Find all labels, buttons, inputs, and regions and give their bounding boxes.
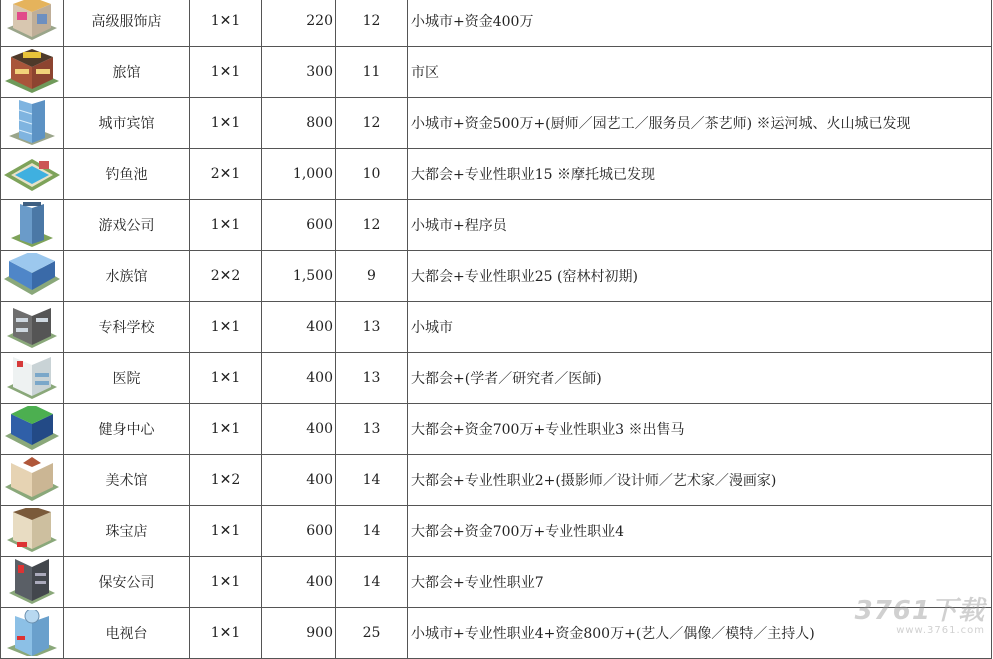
building-number: 9: [336, 251, 408, 302]
table-row: [1, 251, 992, 302]
building-size: 1✕1: [190, 506, 262, 557]
table-row: [1, 149, 992, 200]
building-cost: 220: [262, 0, 336, 47]
building-cost: 1,500: [262, 251, 336, 302]
table-row: [1, 404, 992, 455]
building-number: 13: [336, 302, 408, 353]
game-company-building-icon: [3, 202, 61, 248]
building-condition: 大都会+资金700万+专业性职业4: [408, 506, 992, 557]
building-size: 1✕1: [190, 557, 262, 608]
building-name: 珠宝店: [64, 506, 190, 557]
building-condition: 大都会+(学者／研究者／医師): [408, 353, 992, 404]
building-cost: 400: [262, 455, 336, 506]
fitness-center-building-icon: [3, 406, 61, 452]
table-row: [1, 557, 992, 608]
building-number: 10: [336, 149, 408, 200]
building-size: 1✕1: [190, 47, 262, 98]
table-row: [1, 47, 992, 98]
building-condition: 小城市+程序员: [408, 200, 992, 251]
building-size: 1✕1: [190, 302, 262, 353]
table-row: [1, 98, 992, 149]
inn-building-icon: [3, 49, 61, 95]
building-name: 电视台: [64, 608, 190, 659]
building-size: 1✕2: [190, 455, 262, 506]
building-name: 旅馆: [64, 47, 190, 98]
building-condition: 大都会+专业性职业7: [408, 557, 992, 608]
table-row: [1, 455, 992, 506]
building-number: 13: [336, 404, 408, 455]
icon-cell: [1, 149, 64, 200]
building-size: 1✕1: [190, 200, 262, 251]
icon-cell: [1, 404, 64, 455]
building-number: 14: [336, 455, 408, 506]
building-number: 12: [336, 200, 408, 251]
table-row: [1, 506, 992, 557]
building-number: 14: [336, 506, 408, 557]
building-name: 专科学校: [64, 302, 190, 353]
building-cost: 600: [262, 200, 336, 251]
building-cost: 400: [262, 353, 336, 404]
building-condition: 大都会+专业性职业25 (窑林村初期): [408, 251, 992, 302]
building-condition: 大都会+资金700万+专业性职业3 ※出售马: [408, 404, 992, 455]
building-name: 健身中心: [64, 404, 190, 455]
table-row: [1, 353, 992, 404]
building-name: 游戏公司: [64, 200, 190, 251]
building-condition: 大都会+专业性职业15 ※摩托城已发现: [408, 149, 992, 200]
building-condition: 大都会+专业性职业2+(摄影师／设计师／艺术家／漫画家): [408, 455, 992, 506]
icon-cell: [1, 98, 64, 149]
art-museum-building-icon: [3, 457, 61, 503]
building-name: 城市宾馆: [64, 98, 190, 149]
icon-cell: [1, 251, 64, 302]
building-size: 1✕1: [190, 98, 262, 149]
icon-cell: [1, 302, 64, 353]
building-condition: 市区: [408, 47, 992, 98]
building-number: 11: [336, 47, 408, 98]
city-hotel-building-icon: [3, 100, 61, 146]
building-cost: 600: [262, 506, 336, 557]
watermark-url: www.3761.com: [896, 625, 985, 636]
watermark: [855, 598, 985, 636]
icon-cell: [1, 506, 64, 557]
building-cost: 800: [262, 98, 336, 149]
table-row: [1, 302, 992, 353]
icon-cell: [1, 608, 64, 659]
building-cost: 1,000: [262, 149, 336, 200]
table-row: [1, 200, 992, 251]
building-cost: 400: [262, 557, 336, 608]
building-number: 12: [336, 0, 408, 47]
building-size: 1✕1: [190, 353, 262, 404]
hospital-building-icon: [3, 355, 61, 401]
icon-cell: [1, 455, 64, 506]
icon-cell: [1, 557, 64, 608]
jewelry-store-building-icon: [3, 508, 61, 554]
building-name: 医院: [64, 353, 190, 404]
building-name: 钓鱼池: [64, 149, 190, 200]
clothing-store-building-icon: [3, 0, 61, 44]
building-size: 1✕1: [190, 404, 262, 455]
security-company-building-icon: [3, 559, 61, 605]
building-condition: 小城市+专业性职业4+资金800万+(艺人／偶像／模特／主持人): [408, 608, 992, 659]
watermark-logo: 3761下载: [854, 596, 985, 626]
building-cost: 400: [262, 404, 336, 455]
icon-cell: [1, 0, 64, 47]
building-number: 12: [336, 98, 408, 149]
building-name: 美术馆: [64, 455, 190, 506]
building-size: 2✕1: [190, 149, 262, 200]
aquarium-building-icon: [3, 253, 61, 299]
building-cost: 300: [262, 47, 336, 98]
building-condition: 小城市+资金500万+(厨师／园艺工／服务员／茶艺师) ※运河城、火山城已发现: [408, 98, 992, 149]
table-row: [1, 0, 992, 47]
building-name: 高级服饰店: [64, 0, 190, 47]
building-name: 保安公司: [64, 557, 190, 608]
building-cost: 400: [262, 302, 336, 353]
building-number: 25: [336, 608, 408, 659]
building-cost: 900: [262, 608, 336, 659]
building-name: 水族馆: [64, 251, 190, 302]
table-row: [1, 608, 992, 659]
building-size: 1✕1: [190, 608, 262, 659]
icon-cell: [1, 353, 64, 404]
building-size: 1✕1: [190, 0, 262, 47]
building-number: 13: [336, 353, 408, 404]
icon-cell: [1, 47, 64, 98]
icon-cell: [1, 200, 64, 251]
building-condition: 小城市+资金400万: [408, 0, 992, 47]
fishing-pond-building-icon: [3, 151, 61, 197]
building-number: 14: [336, 557, 408, 608]
tv-station-building-icon: [3, 610, 61, 656]
vocational-school-building-icon: [3, 304, 61, 350]
building-size: 2✕2: [190, 251, 262, 302]
building-condition: 小城市: [408, 302, 992, 353]
